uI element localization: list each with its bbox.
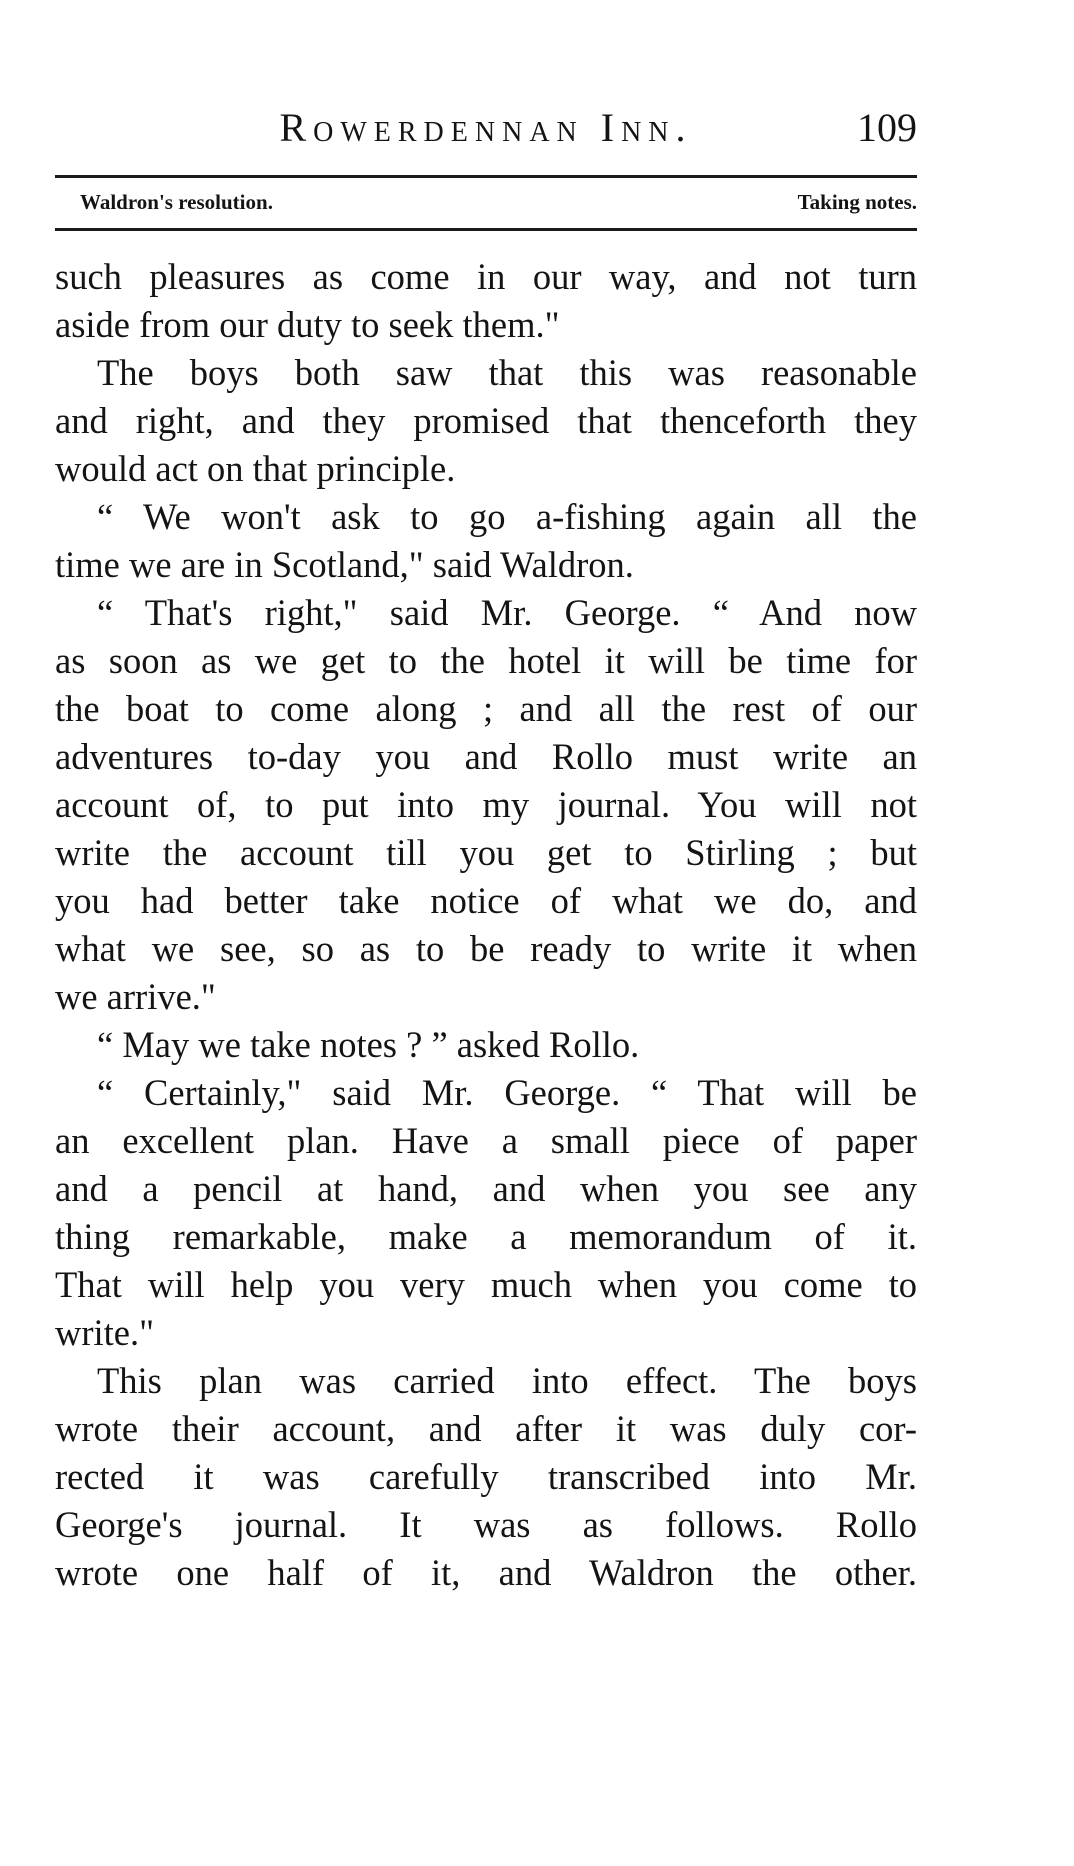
running-head [55, 100, 917, 156]
text-line: you had better take notice of what we do, and [55, 880, 917, 921]
page-number: 109 [857, 105, 917, 150]
text-line: account of, to put into my journal. You will not [55, 784, 917, 825]
text-line: George's journal. It was as follows. Rollo [55, 1504, 917, 1545]
left-subhead: Waldron's resolution. [80, 190, 273, 214]
text-line: wrote their account, and after it was duly cor- [55, 1408, 917, 1449]
text-line: and a pencil at hand, and when you see any [55, 1168, 917, 1209]
body-text [55, 253, 917, 1597]
text-line: “ Certainly," said Mr. George. “ That will be [97, 1072, 917, 1113]
text-line: we arrive." [55, 976, 216, 1017]
text-line: aside from our duty to seek them." [55, 304, 560, 345]
text-line: This plan was carried into effect. The boys [97, 1360, 917, 1401]
text-line: thing remarkable, make a memorandum of it. [55, 1216, 917, 1257]
text-line: would act on that principle. [55, 448, 456, 489]
text-line: time we are in Scotland," said Waldron. [55, 544, 634, 585]
header-rule-bottom [55, 228, 917, 231]
text-line: such pleasures as come in our way, and not turn [55, 256, 917, 297]
text-line: The boys both saw that this was reasonable [97, 352, 917, 393]
text-line: write." [55, 1312, 155, 1353]
text-line: an excellent plan. Have a small piece of paper [55, 1120, 917, 1161]
text-line: “ We won't ask to go a-fishing again all the [97, 496, 917, 537]
text-line: what we see, so as to be ready to write it when [55, 928, 917, 969]
text-line: “ That's right," said Mr. George. “ And now [97, 592, 917, 633]
text-line: rected it was carefully transcribed into Mr. [55, 1456, 917, 1497]
text-line: the boat to come along ; and all the rest of our [55, 688, 917, 729]
right-subhead: Taking notes. [797, 190, 917, 214]
text-line: wrote one half of it, and Waldron the other. [55, 1552, 917, 1593]
running-title: Rowerdennan Inn. [279, 105, 693, 150]
header-rule-top [55, 175, 917, 178]
text-line: That will help you very much when you come to [55, 1264, 917, 1305]
text-line: and right, and they promised that thenceforth they [55, 400, 917, 441]
text-line: adventures to-day you and Rollo must write an [55, 736, 917, 777]
text-line: “ May we take notes ? ” asked Rollo. [97, 1024, 640, 1065]
text-line: write the account till you get to Stirling ; but [55, 832, 917, 873]
text-line: as soon as we get to the hotel it will be time for [55, 640, 917, 681]
